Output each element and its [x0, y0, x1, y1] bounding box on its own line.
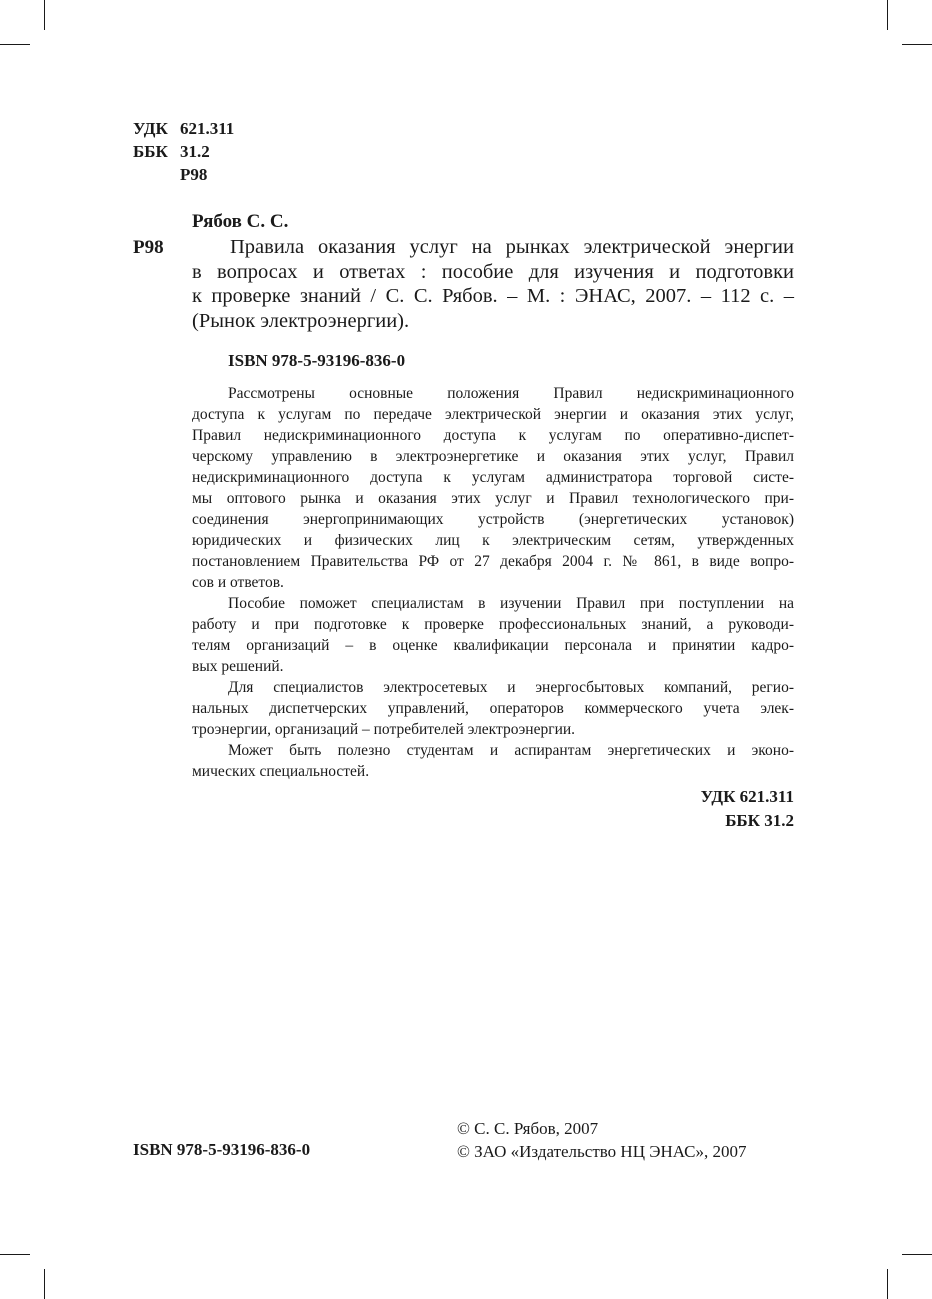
annotation-line: троэнергии, организаций – потребителей электроэнергии. — [192, 721, 576, 738]
crop-mark — [887, 0, 888, 30]
classification-codes — [133, 117, 234, 186]
copyright-notices — [457, 1117, 747, 1163]
bbk-code: ББК 31.2 — [725, 811, 794, 830]
isbn: ISBN 978-5-93196-836-0 — [228, 351, 406, 370]
copyright-author: © С. С. Рябов, 2007 — [457, 1119, 599, 1138]
annotation-line: Правил недискриминационного доступа к услугам по оперативно-диспет- — [192, 427, 794, 444]
annotation-line: Пособие поможет специалистам в изучении Правил при поступлении на — [228, 595, 794, 612]
crop-mark — [902, 44, 932, 45]
annotation-paragraph — [192, 740, 794, 782]
annotation-paragraph — [192, 677, 794, 740]
bibliographic-description — [192, 235, 794, 333]
annotation-paragraph — [192, 383, 794, 593]
classification-codes-right — [701, 785, 794, 833]
isbn-bottom: ISBN 978-5-93196-836-0 — [133, 1140, 311, 1159]
annotation-line: сов и ответов. — [192, 574, 284, 591]
annotation-line: нальных диспетчерских управлений, операторов коммерческого учета элек- — [192, 700, 794, 717]
crop-mark — [44, 1269, 45, 1299]
annotation-line: Рассмотрены основные положения Правил недискриминационного — [228, 385, 794, 402]
annotation-paragraph — [192, 593, 794, 677]
bbk-label: ББК — [133, 142, 168, 161]
udk-label: УДК — [133, 119, 168, 138]
annotation-line: мических специальностей. — [192, 763, 370, 780]
crop-mark — [0, 1254, 30, 1255]
annotation-line: недискриминационного доступа к услугам администратора торговой систе- — [192, 469, 794, 486]
crop-mark — [902, 1254, 932, 1255]
annotation-line: Для специалистов электросетевых и энергосбытовых компаний, регио- — [228, 679, 794, 696]
author-heading: Рябов С. С. — [192, 211, 289, 232]
udk-code: УДК 621.311 — [700, 787, 794, 806]
bbk-value: 31.2 — [180, 142, 210, 161]
annotation-line: юридических и физических лиц к электрическим сетям, утвержденных — [192, 532, 794, 549]
crop-mark — [0, 44, 30, 45]
title-line: Правила оказания услуг на рынках электрической энергии — [230, 236, 794, 258]
annotation-line: черскому управлению в электроэнергетике и оказания этих услуг, Правил — [192, 448, 794, 465]
title-line: в вопросах и ответах : пособие для изучения и подготовки — [192, 260, 794, 283]
annotation-line: вых решений. — [192, 658, 284, 675]
crop-mark — [44, 0, 45, 30]
title-line: к проверке знаний / С. С. Рябов. – М. : ЭНАС, 2007. – 112 с. – — [192, 285, 794, 307]
copyright-publisher: © ЗАО «Издательство НЦ ЭНАС», 2007 — [457, 1142, 747, 1161]
annotation-line: соединения энергопринимающих устройств (энергетических установок) — [192, 511, 794, 528]
title-line: (Рынок электроэнергии). — [192, 309, 410, 332]
annotation-line: работу и при подготовке к проверке профессиональных знаний, а руководи- — [192, 616, 794, 633]
udk-value: 621.311 — [180, 119, 235, 138]
cutter-mark: Р98 — [133, 237, 164, 258]
annotation — [192, 383, 794, 782]
annotation-line: телям организаций – в оценке квалификации персонала и принятии кадро- — [192, 637, 794, 654]
annotation-line: Может быть полезно студентам и аспирантам энергетических и эконо- — [228, 742, 794, 759]
crop-mark — [887, 1269, 888, 1299]
cutter-code: Р98 — [180, 165, 208, 184]
annotation-line: постановлением Правительства РФ от 27 декабря 2004 г. № 861, в виде вопро- — [192, 553, 794, 570]
annotation-line: доступа к услугам по передаче электрической энергии и оказания этих услуг, — [192, 406, 794, 423]
annotation-line: мы оптового рынка и оказания этих услуг и Правил технологического при- — [192, 490, 794, 507]
